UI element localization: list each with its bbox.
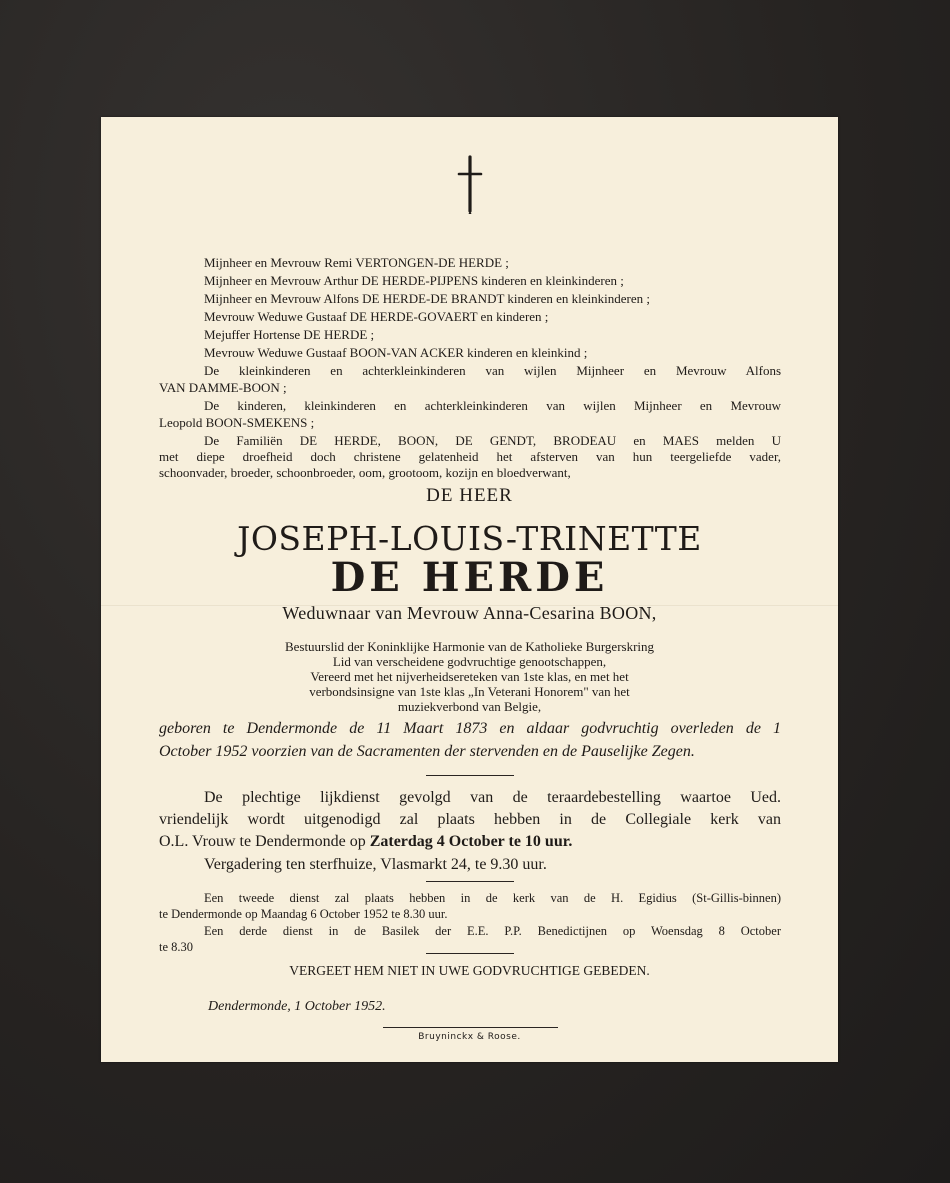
mourner-line: Mevrouw Weduwe Gustaaf BOON-VAN ACKER kinderen en kleinkind ; <box>204 345 588 360</box>
divider <box>426 881 514 882</box>
mourner-line: Mijnheer en Mevrouw Remi VERTONGEN-DE HERDE ; <box>204 255 509 270</box>
mourner-line: De kinderen, kleinkinderen en achterkleinkinderen van wijlen Mijnheer en Mevrouw <box>204 398 781 413</box>
mourner-line: De kleinkinderen en achterkleinkinderen van wijlen Mijnheer en Mevrouw Alfons <box>204 363 781 378</box>
service-line-text: O.L. Vrouw te Dendermonde op <box>159 833 370 850</box>
birth-death-line: geboren te Dendermonde de 11 Maart 1873 en aldaar godvruchtig overleden de 1 <box>159 720 781 737</box>
function-line: Bestuurslid der Koninklijke Harmonie van de Katholieke Burgerskring <box>284 639 655 654</box>
prayer-line: VERGEET HEM NIET IN UWE GODVRUCHTIGE GEBEDEN. <box>289 963 650 978</box>
function-line: muziekverbond van Belgie, <box>397 699 542 714</box>
third-service-line: Een derde dienst in de Basilek der E.E. P.P. Benedictijnen op Woensdag 8 October <box>204 924 781 938</box>
service-line: De plechtige lijkdienst gevolgd van de teraardebestelling waartoe Ued. <box>204 789 781 806</box>
deceased-surname: DE HERDE <box>330 554 609 601</box>
deceased-title: DE HEER <box>426 485 513 506</box>
divider <box>426 953 514 954</box>
divider <box>383 1027 558 1028</box>
mourner-line: Mijnheer en Mevrouw Alfons DE HERDE-DE BRANDT kinderen en kleinkinderen ; <box>204 291 651 306</box>
announcement-line: De Familiën DE HERDE, BOON, DE GENDT, BRODEAU en MAES melden U <box>204 433 781 448</box>
service-line: vriendelijk wordt uitgenodigd zal plaats hebben in de Collegiale kerk van <box>159 811 781 828</box>
gathering-line: Vergadering ten sterfhuize, Vlasmarkt 24, te 9.30 uur. <box>204 856 547 873</box>
service-line <box>159 832 572 852</box>
deceased-given-names: JOSEPH-LOUIS-TRINETTE <box>237 519 702 558</box>
cross-icon <box>455 155 485 215</box>
mourner-line: Mevrouw Weduwe Gustaaf DE HERDE-GOVAERT en kinderen ; <box>204 309 549 324</box>
birth-death-line: October 1952 voorzien van de Sacramenten der stervenden en de Pauselijke Zegen. <box>159 743 695 760</box>
announcement-line: met diepe droefheid doch christene gelatenheid het afsterven van hun teergeliefde vader, <box>159 449 781 464</box>
place-date: Dendermonde, 1 October 1952. <box>208 999 386 1014</box>
third-service-line: te 8.30 <box>159 940 194 954</box>
mourner-line: Leopold BOON-SMEKENS ; <box>159 415 315 430</box>
second-service-line: Een tweede dienst zal plaats hebben in de kerk van de H. Egidius (St-Gillis-binnen) <box>204 891 781 905</box>
function-line: verbondsinsigne van 1ste klas „In Veterani Honorem" van het <box>309 684 630 699</box>
mourner-line: Mijnheer en Mevrouw Arthur DE HERDE-PIJPENS kinderen en kleinkinderen ; <box>204 273 624 288</box>
second-service-line: te Dendermonde op Maandag 6 October 1952 te 8.30 uur. <box>159 907 448 921</box>
printer-name: Bruyninckx & Roose. <box>418 1032 521 1042</box>
mourner-line: Mejuffer Hortense DE HERDE ; <box>204 327 375 342</box>
service-date-time: Zaterdag 4 October te 10 uur. <box>369 833 573 850</box>
death-notice-card <box>101 117 838 1062</box>
mourner-line: VAN DAMME-BOON ; <box>159 380 287 395</box>
function-line: Lid van verscheidene godvruchtige genootschappen, <box>332 654 607 669</box>
divider <box>426 775 514 776</box>
announcement-line: schoonvader, broeder, schoonbroeder, oom, grootoom, kozijn en bloedverwant, <box>159 465 571 480</box>
function-line: Vereerd met het nijverheidsereteken van 1ste klas, en met het <box>310 669 629 684</box>
widower-line: Weduwnaar van Mevrouw Anna-Cesarina BOON, <box>282 603 657 623</box>
